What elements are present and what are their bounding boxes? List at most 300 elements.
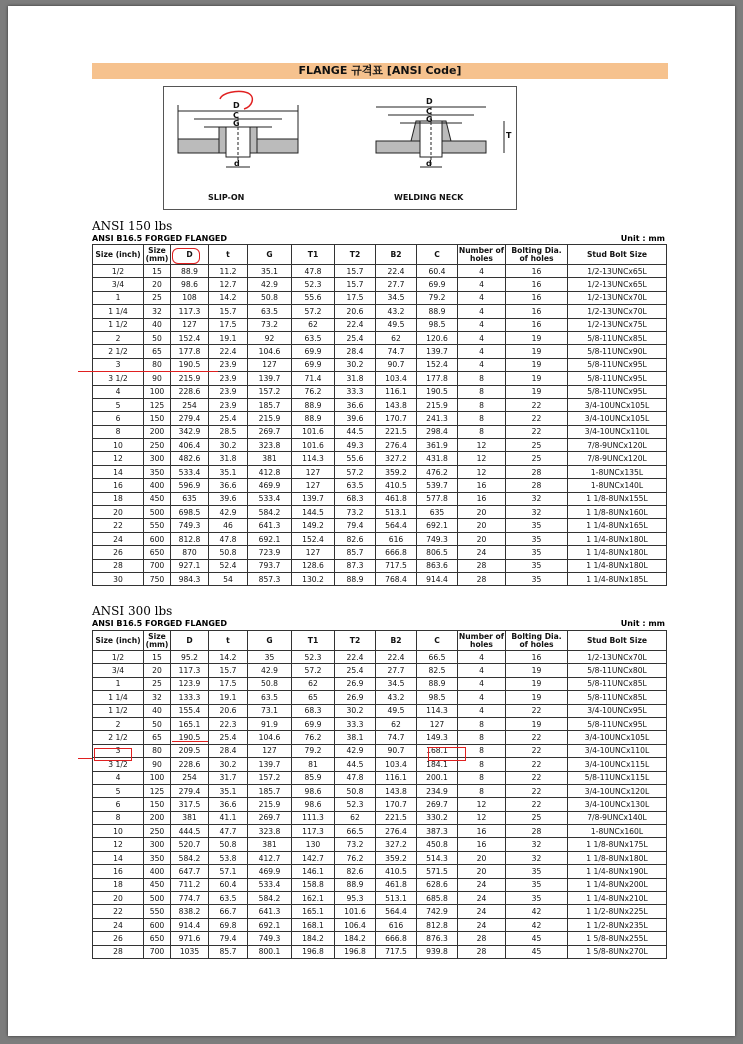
cell-holes: 28: [458, 572, 506, 585]
cell-holes: 8: [458, 744, 506, 757]
cell-t1: 63.5: [292, 331, 335, 344]
cell-b2: 410.5: [376, 479, 417, 492]
cell-bolt-dia: 22: [506, 398, 568, 411]
table-row: [93, 838, 667, 851]
cell-g: 35: [248, 651, 292, 664]
cell-bolt-dia: 22: [506, 704, 568, 717]
cell-t2: 196.8: [335, 945, 376, 958]
class300-header-stud-bolt: Stud Bolt Size: [568, 631, 667, 651]
cell-holes: 8: [458, 372, 506, 385]
cell-stud-bolt: 5/8-11UNCx95L: [568, 358, 667, 371]
cell-t2: 30.2: [335, 358, 376, 371]
cell-bolt-dia: 22: [506, 412, 568, 425]
cell-stud-bolt: 1/2-13UNCx65L: [568, 278, 667, 291]
cell-t: 50.8: [209, 838, 248, 851]
cell-t: 54: [209, 572, 248, 585]
cell-size-mm: 300: [144, 838, 171, 851]
class300-header-t2: T2: [335, 631, 376, 651]
cell-size-mm: 300: [144, 452, 171, 465]
cell-b2: 327.2: [376, 452, 417, 465]
red-box-300-c: [428, 747, 466, 761]
cell-g: 73.1: [248, 704, 292, 717]
cell-size-mm: 80: [144, 744, 171, 757]
cell-d: 123.9: [171, 677, 209, 690]
cell-c: 387.3: [417, 825, 458, 838]
cell-t1: 184.2: [292, 932, 335, 945]
cell-holes: 24: [458, 905, 506, 918]
cell-b2: 34.5: [376, 291, 417, 304]
cell-t1: 88.9: [292, 412, 335, 425]
cell-t1: 111.3: [292, 811, 335, 824]
cell-stud-bolt: 1 1/8-8UNx160L: [568, 506, 667, 519]
cell-g: 469.9: [248, 479, 292, 492]
red-circle-d-header: [172, 248, 200, 264]
cell-t: 42.9: [209, 506, 248, 519]
cell-c: 742.9: [417, 905, 458, 918]
class150-title: ANSI 150 lbs: [92, 219, 173, 233]
cell-stud-bolt: 5/8-11UNCx85L: [568, 331, 667, 344]
cell-stud-bolt: 1 1/4-8UNx190L: [568, 865, 667, 878]
table-row: [93, 744, 667, 757]
cell-t2: 25.4: [335, 331, 376, 344]
cell-size-inch: 1/2: [93, 265, 144, 278]
cell-t: 35.1: [209, 465, 248, 478]
cell-stud-bolt: 3/4-10UNCx110L: [568, 744, 667, 757]
cell-t1: 85.9: [292, 771, 335, 784]
class150-header-holes: Number of holes: [458, 245, 505, 263]
cell-t2: 52.3: [335, 798, 376, 811]
cell-b2: 513.1: [376, 506, 417, 519]
cell-t2: 44.5: [335, 425, 376, 438]
cell-t1: 76.2: [292, 385, 335, 398]
cell-g: 139.7: [248, 758, 292, 771]
wn-dim-bore-label: d: [426, 159, 432, 168]
cell-d: 647.7: [171, 865, 209, 878]
class150-table: [92, 244, 667, 586]
cell-t: 50.8: [209, 546, 248, 559]
cell-bolt-dia: 35: [506, 878, 568, 891]
cell-g: 381: [248, 452, 292, 465]
cell-bolt-dia: 32: [506, 838, 568, 851]
cell-t2: 184.2: [335, 932, 376, 945]
cell-t: 53.8: [209, 851, 248, 864]
cell-t1: 128.6: [292, 559, 335, 572]
cell-b2: 116.1: [376, 771, 417, 784]
cell-holes: 20: [458, 532, 506, 545]
cell-t2: 36.6: [335, 398, 376, 411]
cell-holes: 4: [458, 345, 506, 358]
cell-d: 165.1: [171, 717, 209, 730]
cell-c: 539.7: [417, 479, 458, 492]
class150-header-t1: T1: [292, 245, 335, 265]
cell-d: 152.4: [171, 331, 209, 344]
cell-c: 60.4: [417, 265, 458, 278]
cell-g: 412.7: [248, 851, 292, 864]
cell-size-mm: 50: [144, 717, 171, 730]
cell-size-inch: 1 1/4: [93, 305, 144, 318]
cell-c: 215.9: [417, 398, 458, 411]
cell-size-inch: 1 1/2: [93, 318, 144, 331]
cell-stud-bolt: 1 1/4-8UNx210L: [568, 892, 667, 905]
table-row: [93, 918, 667, 931]
cell-holes: 24: [458, 546, 506, 559]
cell-stud-bolt: 1 1/8-8UNx155L: [568, 492, 667, 505]
cell-bolt-dia: 19: [506, 345, 568, 358]
cell-b2: 359.2: [376, 465, 417, 478]
wn-dim-c-label: C: [426, 107, 432, 116]
cell-t: 20.6: [209, 704, 248, 717]
cell-bolt-dia: 19: [506, 664, 568, 677]
cell-size-mm: 65: [144, 731, 171, 744]
cell-g: 584.2: [248, 892, 292, 905]
table-row: [93, 318, 667, 331]
cell-size-mm: 50: [144, 331, 171, 344]
cell-d: 254: [171, 771, 209, 784]
table-row: [93, 506, 667, 519]
cell-bolt-dia: 35: [506, 546, 568, 559]
cell-g: 139.7: [248, 372, 292, 385]
cell-size-mm: 100: [144, 771, 171, 784]
cell-size-inch: 6: [93, 412, 144, 425]
cell-c: 514.3: [417, 851, 458, 864]
cell-g: 381: [248, 838, 292, 851]
cell-t: 19.1: [209, 331, 248, 344]
cell-t: 28.5: [209, 425, 248, 438]
cell-size-inch: 10: [93, 825, 144, 838]
cell-t: 60.4: [209, 878, 248, 891]
cell-size-inch: 2: [93, 717, 144, 730]
page-banner: FLANGE 규격표 [ANSI Code]: [92, 63, 668, 79]
cell-size-inch: 3 1/2: [93, 758, 144, 771]
class300-header-t: t: [209, 631, 248, 651]
cell-bolt-dia: 35: [506, 572, 568, 585]
cell-t2: 33.3: [335, 717, 376, 730]
class150-header-d: D: [171, 245, 209, 265]
cell-size-inch: 16: [93, 479, 144, 492]
cell-stud-bolt: 3/4-10UNCx115L: [568, 758, 667, 771]
cell-b2: 27.7: [376, 278, 417, 291]
cell-t2: 26.9: [335, 691, 376, 704]
welding-neck-label: WELDING NECK: [394, 193, 464, 202]
cell-stud-bolt: 1 5/8-8UNx255L: [568, 932, 667, 945]
cell-c: 692.1: [417, 519, 458, 532]
cell-size-mm: 450: [144, 492, 171, 505]
table-row: [93, 278, 667, 291]
cell-size-mm: 650: [144, 932, 171, 945]
wn-dim-d-label: D: [426, 97, 433, 106]
cell-t2: 76.2: [335, 851, 376, 864]
cell-c: 152.4: [417, 358, 458, 371]
cell-t1: 76.2: [292, 731, 335, 744]
cell-t: 47.7: [209, 825, 248, 838]
red-mark-300-row3: [78, 758, 92, 759]
cell-b2: 461.8: [376, 878, 417, 891]
cell-size-mm: 500: [144, 506, 171, 519]
cell-holes: 4: [458, 691, 506, 704]
cell-bolt-dia: 35: [506, 559, 568, 572]
cell-g: 533.4: [248, 492, 292, 505]
cell-t1: 149.2: [292, 519, 335, 532]
cell-stud-bolt: 3/4-10UNCx130L: [568, 798, 667, 811]
table-row: [93, 825, 667, 838]
cell-t2: 68.3: [335, 492, 376, 505]
cell-t1: 196.8: [292, 945, 335, 958]
cell-size-mm: 650: [144, 546, 171, 559]
cell-holes: 28: [458, 932, 506, 945]
cell-d: 88.9: [171, 265, 209, 278]
cell-holes: 24: [458, 918, 506, 931]
dim-bore-label: d: [234, 159, 240, 168]
cell-g: 215.9: [248, 798, 292, 811]
cell-t2: 66.5: [335, 825, 376, 838]
cell-c: 876.3: [417, 932, 458, 945]
cell-bolt-dia: 19: [506, 331, 568, 344]
cell-t2: 49.3: [335, 439, 376, 452]
cell-b2: 103.4: [376, 758, 417, 771]
cell-size-inch: 18: [93, 492, 144, 505]
cell-size-inch: 4: [93, 385, 144, 398]
cell-t: 85.7: [209, 945, 248, 958]
table-row: [93, 664, 667, 677]
cell-stud-bolt: 5/8-11UNCx95L: [568, 372, 667, 385]
class300-header-t1: T1: [292, 631, 335, 651]
cell-size-inch: 22: [93, 519, 144, 532]
cell-d: 215.9: [171, 372, 209, 385]
wn-dim-t-label: T: [506, 131, 512, 140]
cell-d: 774.7: [171, 892, 209, 905]
cell-size-mm: 150: [144, 412, 171, 425]
cell-size-inch: 10: [93, 439, 144, 452]
cell-t2: 25.4: [335, 664, 376, 677]
cell-b2: 90.7: [376, 358, 417, 371]
cell-size-inch: 5: [93, 784, 144, 797]
cell-size-mm: 200: [144, 811, 171, 824]
class300-header-bolt-dia: Bolting Dia. of holes: [506, 631, 568, 651]
class150-subtitle: ANSI B16.5 FORGED FLANGED: [92, 234, 228, 243]
cell-stud-bolt: 1 1/4-8UNx180L: [568, 559, 667, 572]
cell-d: 155.4: [171, 704, 209, 717]
cell-c: 431.8: [417, 452, 458, 465]
cell-size-inch: 18: [93, 878, 144, 891]
cell-d: 749.3: [171, 519, 209, 532]
cell-d: 1035: [171, 945, 209, 958]
cell-t2: 42.9: [335, 744, 376, 757]
table-row: [93, 398, 667, 411]
cell-bolt-dia: 22: [506, 744, 568, 757]
cell-bolt-dia: 22: [506, 731, 568, 744]
cell-holes: 16: [458, 492, 506, 505]
cell-d: 108: [171, 291, 209, 304]
cell-t1: 114.3: [292, 452, 335, 465]
cell-d: 209.5: [171, 744, 209, 757]
cell-size-mm: 750: [144, 572, 171, 585]
cell-bolt-dia: 22: [506, 758, 568, 771]
cell-size-inch: 12: [93, 452, 144, 465]
cell-stud-bolt: 1 1/4-8UNx180L: [568, 532, 667, 545]
cell-c: 450.8: [417, 838, 458, 851]
cell-stud-bolt: 7/8-9UNCx140L: [568, 811, 667, 824]
class150-header-t: t: [209, 245, 248, 265]
table-row: [93, 798, 667, 811]
table-row: [93, 758, 667, 771]
cell-size-mm: 700: [144, 559, 171, 572]
cell-t: 79.4: [209, 932, 248, 945]
cell-b2: 221.5: [376, 425, 417, 438]
cell-bolt-dia: 22: [506, 784, 568, 797]
cell-t2: 82.6: [335, 532, 376, 545]
cell-holes: 4: [458, 704, 506, 717]
cell-g: 692.1: [248, 918, 292, 931]
cell-holes: 8: [458, 398, 506, 411]
cell-stud-bolt: 1 5/8-8UNx270L: [568, 945, 667, 958]
cell-size-inch: 3: [93, 744, 144, 757]
cell-t1: 165.1: [292, 905, 335, 918]
cell-g: 215.9: [248, 412, 292, 425]
class150-header-t2: T2: [335, 245, 376, 265]
cell-size-inch: 3/4: [93, 278, 144, 291]
cell-holes: 4: [458, 265, 506, 278]
cell-c: 241.3: [417, 412, 458, 425]
cell-b2: 22.4: [376, 651, 417, 664]
cell-d: 812.8: [171, 532, 209, 545]
cell-stud-bolt: 1 1/2-8UNx225L: [568, 905, 667, 918]
cell-bolt-dia: 16: [506, 278, 568, 291]
cell-b2: 103.4: [376, 372, 417, 385]
cell-g: 157.2: [248, 385, 292, 398]
cell-t2: 15.7: [335, 278, 376, 291]
cell-c: 628.6: [417, 878, 458, 891]
cell-bolt-dia: 22: [506, 771, 568, 784]
flange-diagram: [163, 86, 517, 210]
cell-t1: 79.2: [292, 744, 335, 757]
cell-stud-bolt: 5/8-11UNCx95L: [568, 385, 667, 398]
cell-t1: 62: [292, 318, 335, 331]
cell-c: 476.2: [417, 465, 458, 478]
class150-header-size-mm: Size (mm): [144, 245, 171, 265]
table-row: [93, 291, 667, 304]
cell-g: 63.5: [248, 691, 292, 704]
cell-d: 406.4: [171, 439, 209, 452]
cell-t1: 139.7: [292, 492, 335, 505]
cell-t: 25.4: [209, 412, 248, 425]
table-row: [93, 691, 667, 704]
cell-holes: 12: [458, 452, 506, 465]
cell-b2: 170.7: [376, 798, 417, 811]
cell-holes: 4: [458, 278, 506, 291]
class150-body: [93, 265, 667, 586]
cell-size-mm: 40: [144, 318, 171, 331]
cell-t1: 52.3: [292, 278, 335, 291]
cell-t: 31.8: [209, 452, 248, 465]
cell-c: 120.6: [417, 331, 458, 344]
cell-b2: 74.7: [376, 345, 417, 358]
cell-c: 79.2: [417, 291, 458, 304]
cell-stud-bolt: 7/8-9UNCx120L: [568, 452, 667, 465]
cell-size-inch: 1: [93, 291, 144, 304]
cell-bolt-dia: 32: [506, 492, 568, 505]
cell-c: 88.9: [417, 305, 458, 318]
cell-t2: 39.6: [335, 412, 376, 425]
cell-t2: 87.3: [335, 559, 376, 572]
cell-c: 127: [417, 717, 458, 730]
cell-c: 149.3: [417, 731, 458, 744]
cell-t2: 57.2: [335, 465, 376, 478]
cell-t1: 142.7: [292, 851, 335, 864]
cell-t: 22.4: [209, 345, 248, 358]
cell-b2: 276.4: [376, 439, 417, 452]
cell-bolt-dia: 32: [506, 851, 568, 864]
cell-t2: 73.2: [335, 838, 376, 851]
cell-g: 269.7: [248, 425, 292, 438]
cell-c: 863.6: [417, 559, 458, 572]
cell-t1: 69.9: [292, 358, 335, 371]
cell-stud-bolt: 1/2-13UNCx70L: [568, 291, 667, 304]
cell-d: 914.4: [171, 918, 209, 931]
cell-d: 190.5: [171, 358, 209, 371]
cell-holes: 16: [458, 479, 506, 492]
cell-size-inch: 24: [93, 918, 144, 931]
cell-d: 317.5: [171, 798, 209, 811]
cell-c: 685.8: [417, 892, 458, 905]
cell-size-mm: 90: [144, 758, 171, 771]
cell-holes: 4: [458, 331, 506, 344]
cell-t2: 88.9: [335, 572, 376, 585]
cell-bolt-dia: 28: [506, 465, 568, 478]
cell-b2: 513.1: [376, 892, 417, 905]
cell-bolt-dia: 16: [506, 651, 568, 664]
cell-size-inch: 8: [93, 425, 144, 438]
cell-stud-bolt: 1/2-13UNCx65L: [568, 265, 667, 278]
cell-bolt-dia: 35: [506, 892, 568, 905]
cell-d: 482.6: [171, 452, 209, 465]
class300-header-holes: Number of holes: [458, 631, 505, 649]
cell-holes: 28: [458, 559, 506, 572]
cell-c: 66.5: [417, 651, 458, 664]
cell-bolt-dia: 45: [506, 945, 568, 958]
table-row: [93, 519, 667, 532]
cell-bolt-dia: 35: [506, 519, 568, 532]
cell-d: 596.9: [171, 479, 209, 492]
cell-c: 361.9: [417, 439, 458, 452]
cell-t2: 85.7: [335, 546, 376, 559]
cell-g: 91.9: [248, 717, 292, 730]
cell-c: 914.4: [417, 572, 458, 585]
cell-size-mm: 600: [144, 532, 171, 545]
red-underline-150-row3: [78, 371, 218, 372]
cell-t1: 168.1: [292, 918, 335, 931]
cell-g: 185.7: [248, 784, 292, 797]
cell-t: 30.2: [209, 758, 248, 771]
cell-b2: 564.4: [376, 519, 417, 532]
cell-d: 520.7: [171, 838, 209, 851]
table-row: [93, 372, 667, 385]
cell-t2: 82.6: [335, 865, 376, 878]
cell-t1: 68.3: [292, 704, 335, 717]
cell-bolt-dia: 19: [506, 385, 568, 398]
cell-holes: 8: [458, 758, 506, 771]
cell-size-mm: 250: [144, 439, 171, 452]
class300-header-c: C: [417, 631, 458, 651]
cell-stud-bolt: 1 1/4-8UNx185L: [568, 572, 667, 585]
cell-holes: 8: [458, 385, 506, 398]
cell-t: 63.5: [209, 892, 248, 905]
cell-t: 14.2: [209, 291, 248, 304]
cell-t: 36.6: [209, 798, 248, 811]
cell-g: 42.9: [248, 664, 292, 677]
cell-b2: 359.2: [376, 851, 417, 864]
cell-size-inch: 20: [93, 506, 144, 519]
cell-size-inch: 14: [93, 851, 144, 864]
